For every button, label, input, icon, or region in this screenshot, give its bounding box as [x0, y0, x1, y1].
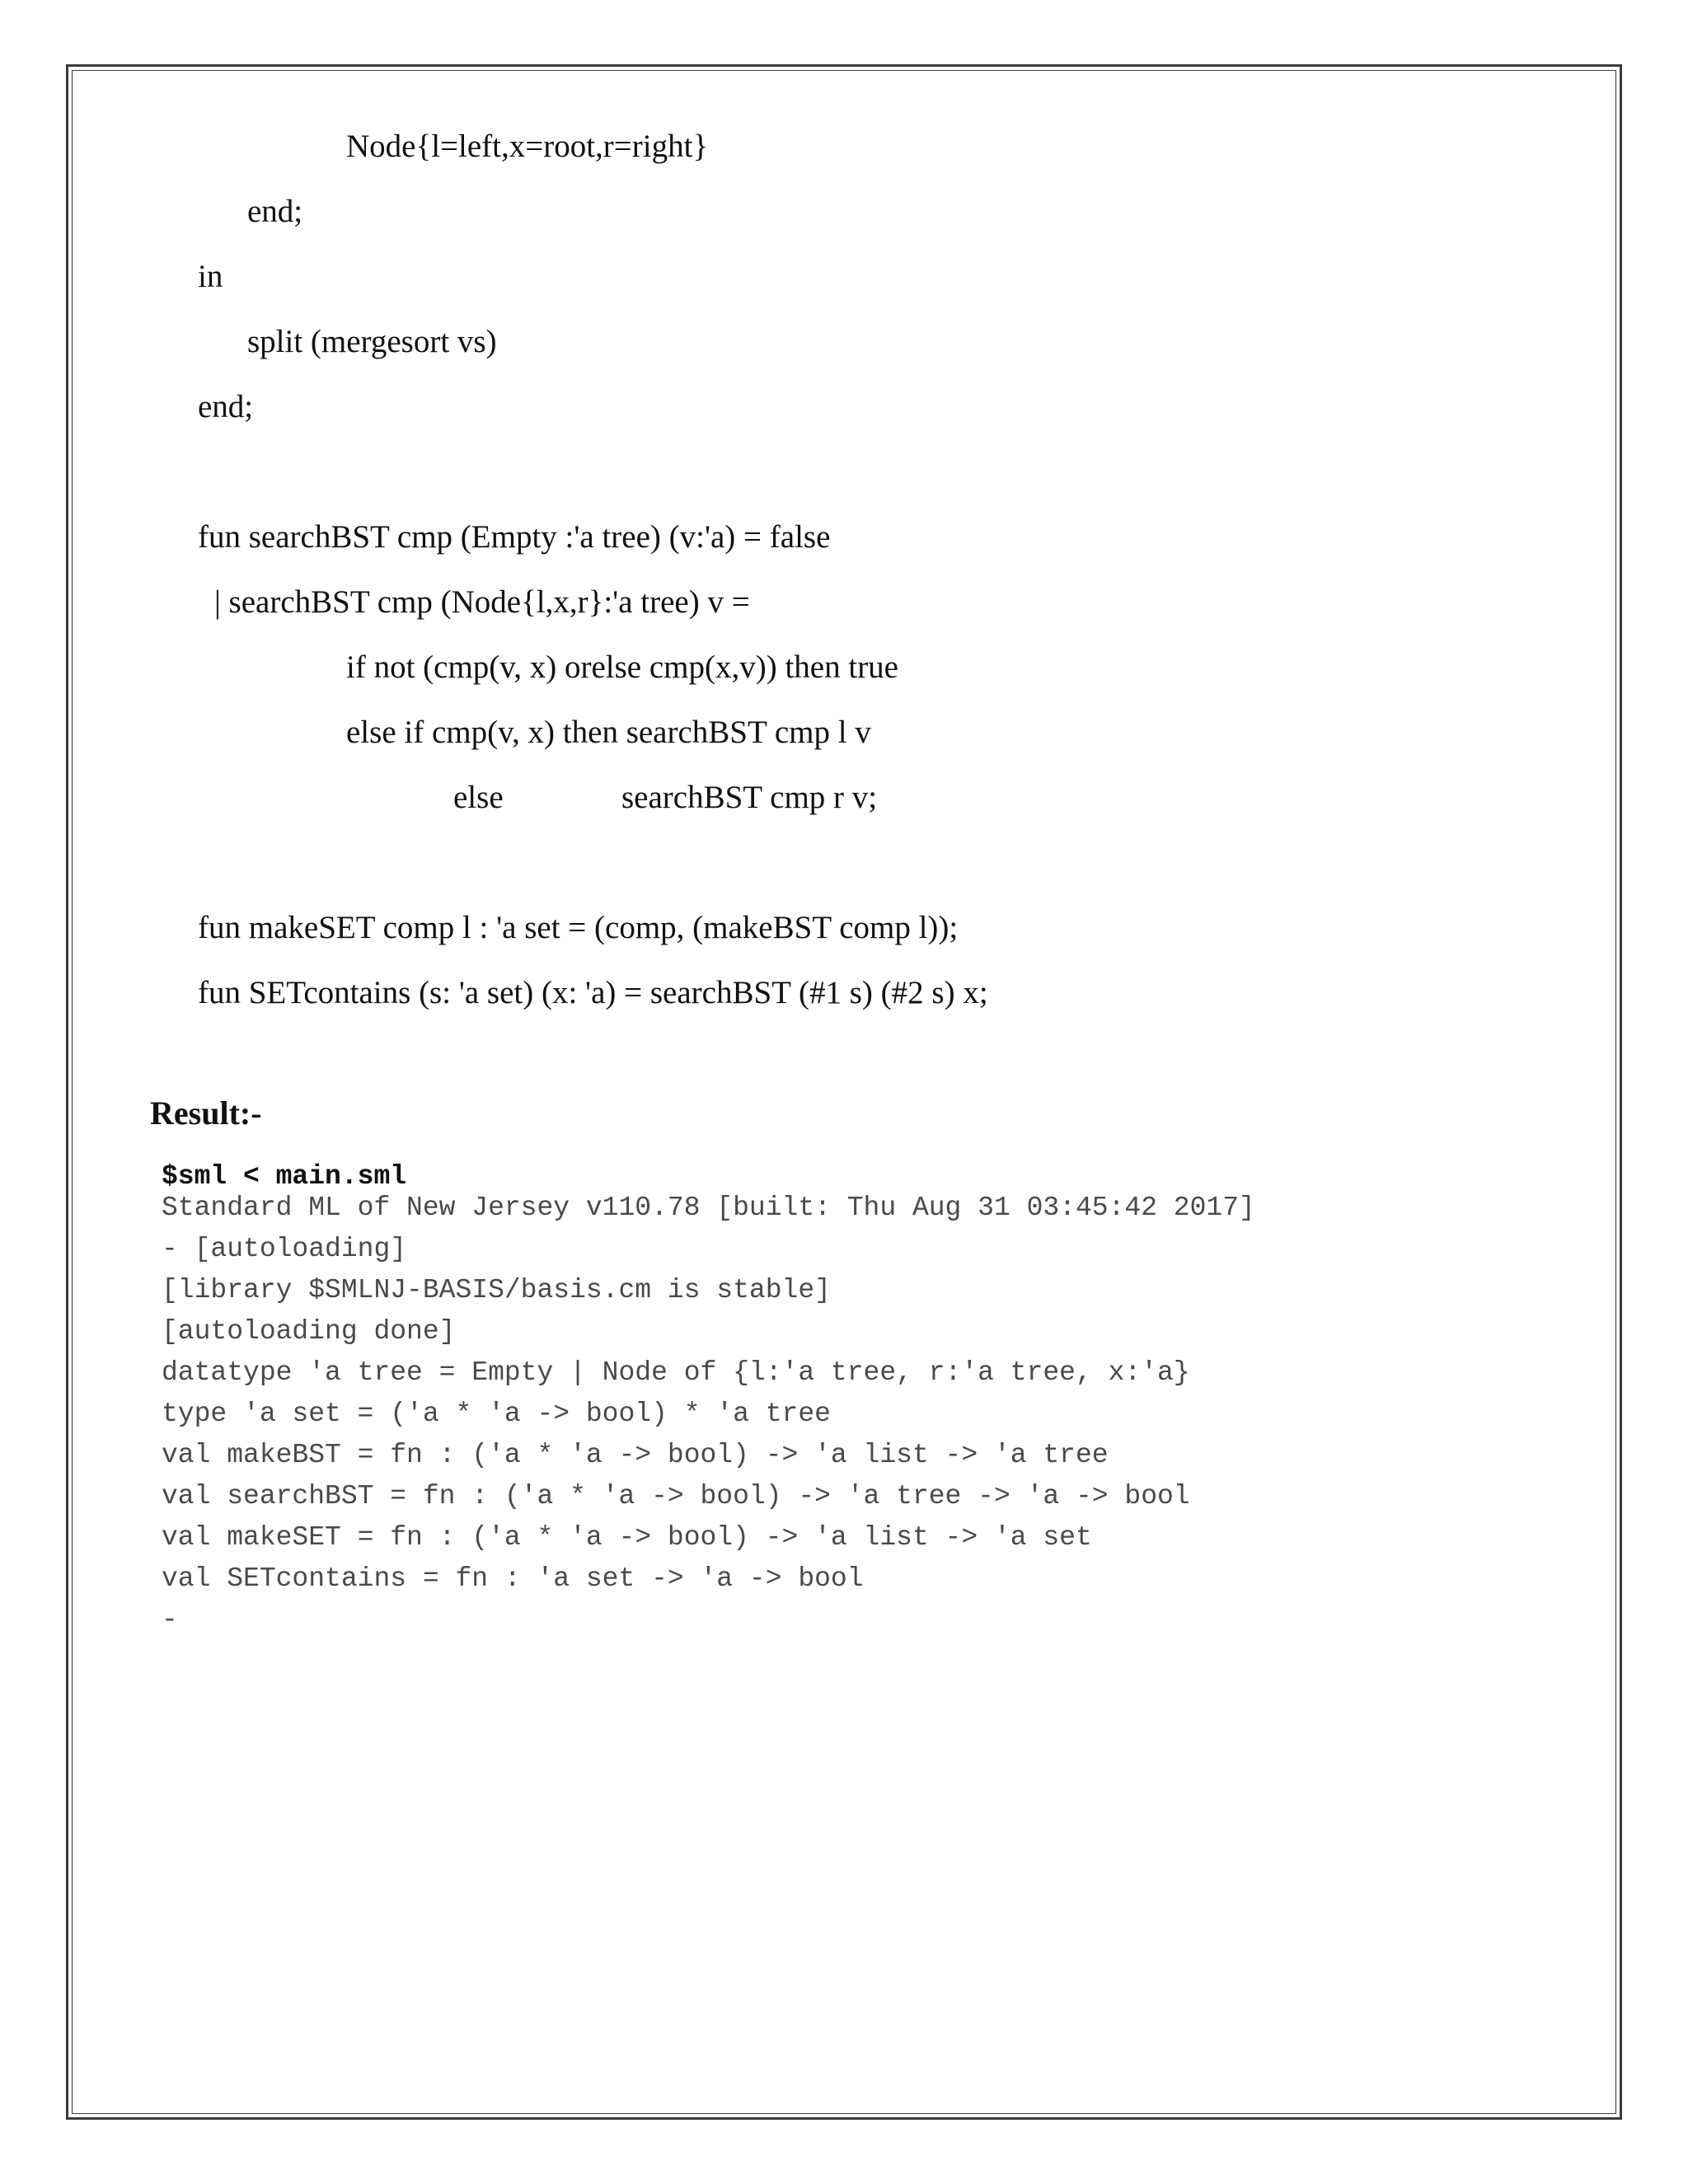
- page-border: [66, 64, 1622, 2120]
- code-line: | searchBST cmp (Node{l,x,r}:'a tree) v =: [214, 584, 750, 620]
- terminal-line: Standard ML of New Jersey v110.78 [built: Thu Aug 31 03:45:42 2017]: [162, 1193, 1255, 1223]
- code-line: end;: [247, 194, 303, 229]
- code-line: else if cmp(v, x) then searchBST cmp l v: [346, 715, 871, 750]
- code-line: searchBST cmp r v;: [621, 780, 878, 815]
- code-line: fun makeSET comp l : 'a set = (comp, (makeBST comp l));: [198, 910, 959, 945]
- code-line: if not (cmp(v, x) orelse cmp(x,v)) then true: [346, 649, 898, 685]
- terminal-line: val makeBST = fn : ('a * 'a -> bool) -> 'a list -> 'a tree: [162, 1440, 1109, 1470]
- code-line: split (mergesort vs): [247, 324, 497, 359]
- terminal-line: - [autoloading]: [162, 1234, 407, 1264]
- terminal-prompt: -: [162, 1605, 178, 1635]
- terminal-line: [library $SMLNJ-BASIS/basis.cm is stable]: [162, 1275, 831, 1305]
- code-line: fun SETcontains (s: 'a set) (x: 'a) = searchBST (#1 s) (#2 s) x;: [198, 975, 988, 1010]
- terminal-line: datatype 'a tree = Empty | Node of {l:'a tree, r:'a tree, x:'a}: [162, 1357, 1190, 1388]
- code-line: in: [198, 259, 223, 294]
- terminal-line: val SETcontains = fn : 'a set -> 'a -> bool: [162, 1563, 864, 1594]
- code-line: end;: [198, 389, 254, 424]
- terminal-line: val makeSET = fn : ('a * 'a -> bool) -> 'a list -> 'a set: [162, 1522, 1092, 1553]
- result-heading: Result:-: [150, 1094, 262, 1132]
- terminal-line: type 'a set = ('a * 'a -> bool) * 'a tree: [162, 1399, 831, 1429]
- code-line: Node{l=left,x=root,r=right}: [346, 129, 709, 164]
- code-line: else: [453, 780, 504, 815]
- code-line: fun searchBST cmp (Empty :'a tree) (v:'a) = false: [198, 519, 831, 555]
- terminal-line: [autoloading done]: [162, 1316, 456, 1347]
- terminal-command: $sml < main.sml: [162, 1161, 407, 1192]
- terminal-line: val searchBST = fn : ('a * 'a -> bool) -> 'a tree -> 'a -> bool: [162, 1481, 1190, 1511]
